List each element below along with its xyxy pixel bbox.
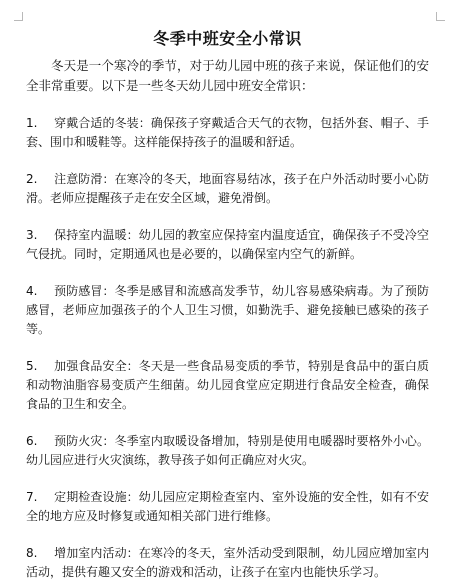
- item-text: 增加室内活动：在寒冷的冬天，室外活动受到限制，幼儿园应增加室内活动，提供有趣又安全的游戏和活动，让孩子在室内也能快乐学习。: [26, 546, 429, 579]
- item-number: 8.: [26, 546, 38, 560]
- list-item: [26, 226, 429, 264]
- item-text: 预防火灾：冬季室内取暖设备增加，特别是使用电暖器时要格外小心。幼儿园应进行火灾演练，教导孩子如何正确应对火灾。: [26, 434, 429, 467]
- list-item: [26, 357, 429, 414]
- list-item: [26, 114, 429, 152]
- intro-paragraph: 冬天是一个寒冷的季节，对于幼儿园中班的孩子来说，保证他们的安全非常重要。以下是一些冬天幼儿园中班安全常识：: [26, 58, 429, 93]
- item-text: 注意防滑：在寒冷的冬天，地面容易结冰，孩子在户外活动时要小心防滑。老师应提醒孩子走在安全区域，避免滑倒。: [26, 172, 429, 205]
- item-text: 定期检查设施：幼儿园应定期检查室内、室外设施的安全性，如有不安全的地方应及时修复或通知相关部门进行维修。: [26, 490, 429, 523]
- item-number: 1.: [26, 116, 38, 130]
- list-item: [26, 282, 429, 339]
- page-corner-mark-top-left: [14, 12, 23, 21]
- item-number: 5.: [26, 359, 38, 373]
- page-corner-mark-top-right: [436, 12, 445, 21]
- list-item: [26, 170, 429, 208]
- list-item: [26, 544, 429, 582]
- item-text: 穿戴合适的冬装：确保孩子穿戴适合天气的衣物，包括外套、帽子、手套、围巾和暖鞋等。这样能保持孩子的温暖和舒适。: [26, 116, 429, 149]
- list-item: [26, 432, 429, 470]
- item-number: 6.: [26, 434, 38, 448]
- item-text: 预防感冒：冬季是感冒和流感高发季节，幼儿容易感染病毒。为了预防感冒，老师应加强孩子的个人卫生习惯，如勤洗手、避免接触已感染的孩子等。: [26, 284, 429, 336]
- item-number: 4.: [26, 284, 38, 298]
- document-title: 冬季中班安全小常识: [153, 29, 302, 48]
- item-number: 7.: [26, 490, 38, 504]
- safety-tips-list: [26, 114, 429, 582]
- item-number: 2.: [26, 172, 38, 186]
- item-text: 保持室内温暖：幼儿园的教室应保持室内温度适宜，确保孩子不受冷空气侵扰。同时，定期通风也是必要的，以确保室内空气的新鲜。: [26, 228, 429, 261]
- item-text: 加强食品安全：冬天是一些食品易变质的季节，特别是食品中的蛋白质和动物油脂容易变质产生细菌。幼儿园食堂应定期进行食品安全检查，确保食品的卫生和安全。: [26, 359, 429, 411]
- item-number: 3.: [26, 228, 38, 242]
